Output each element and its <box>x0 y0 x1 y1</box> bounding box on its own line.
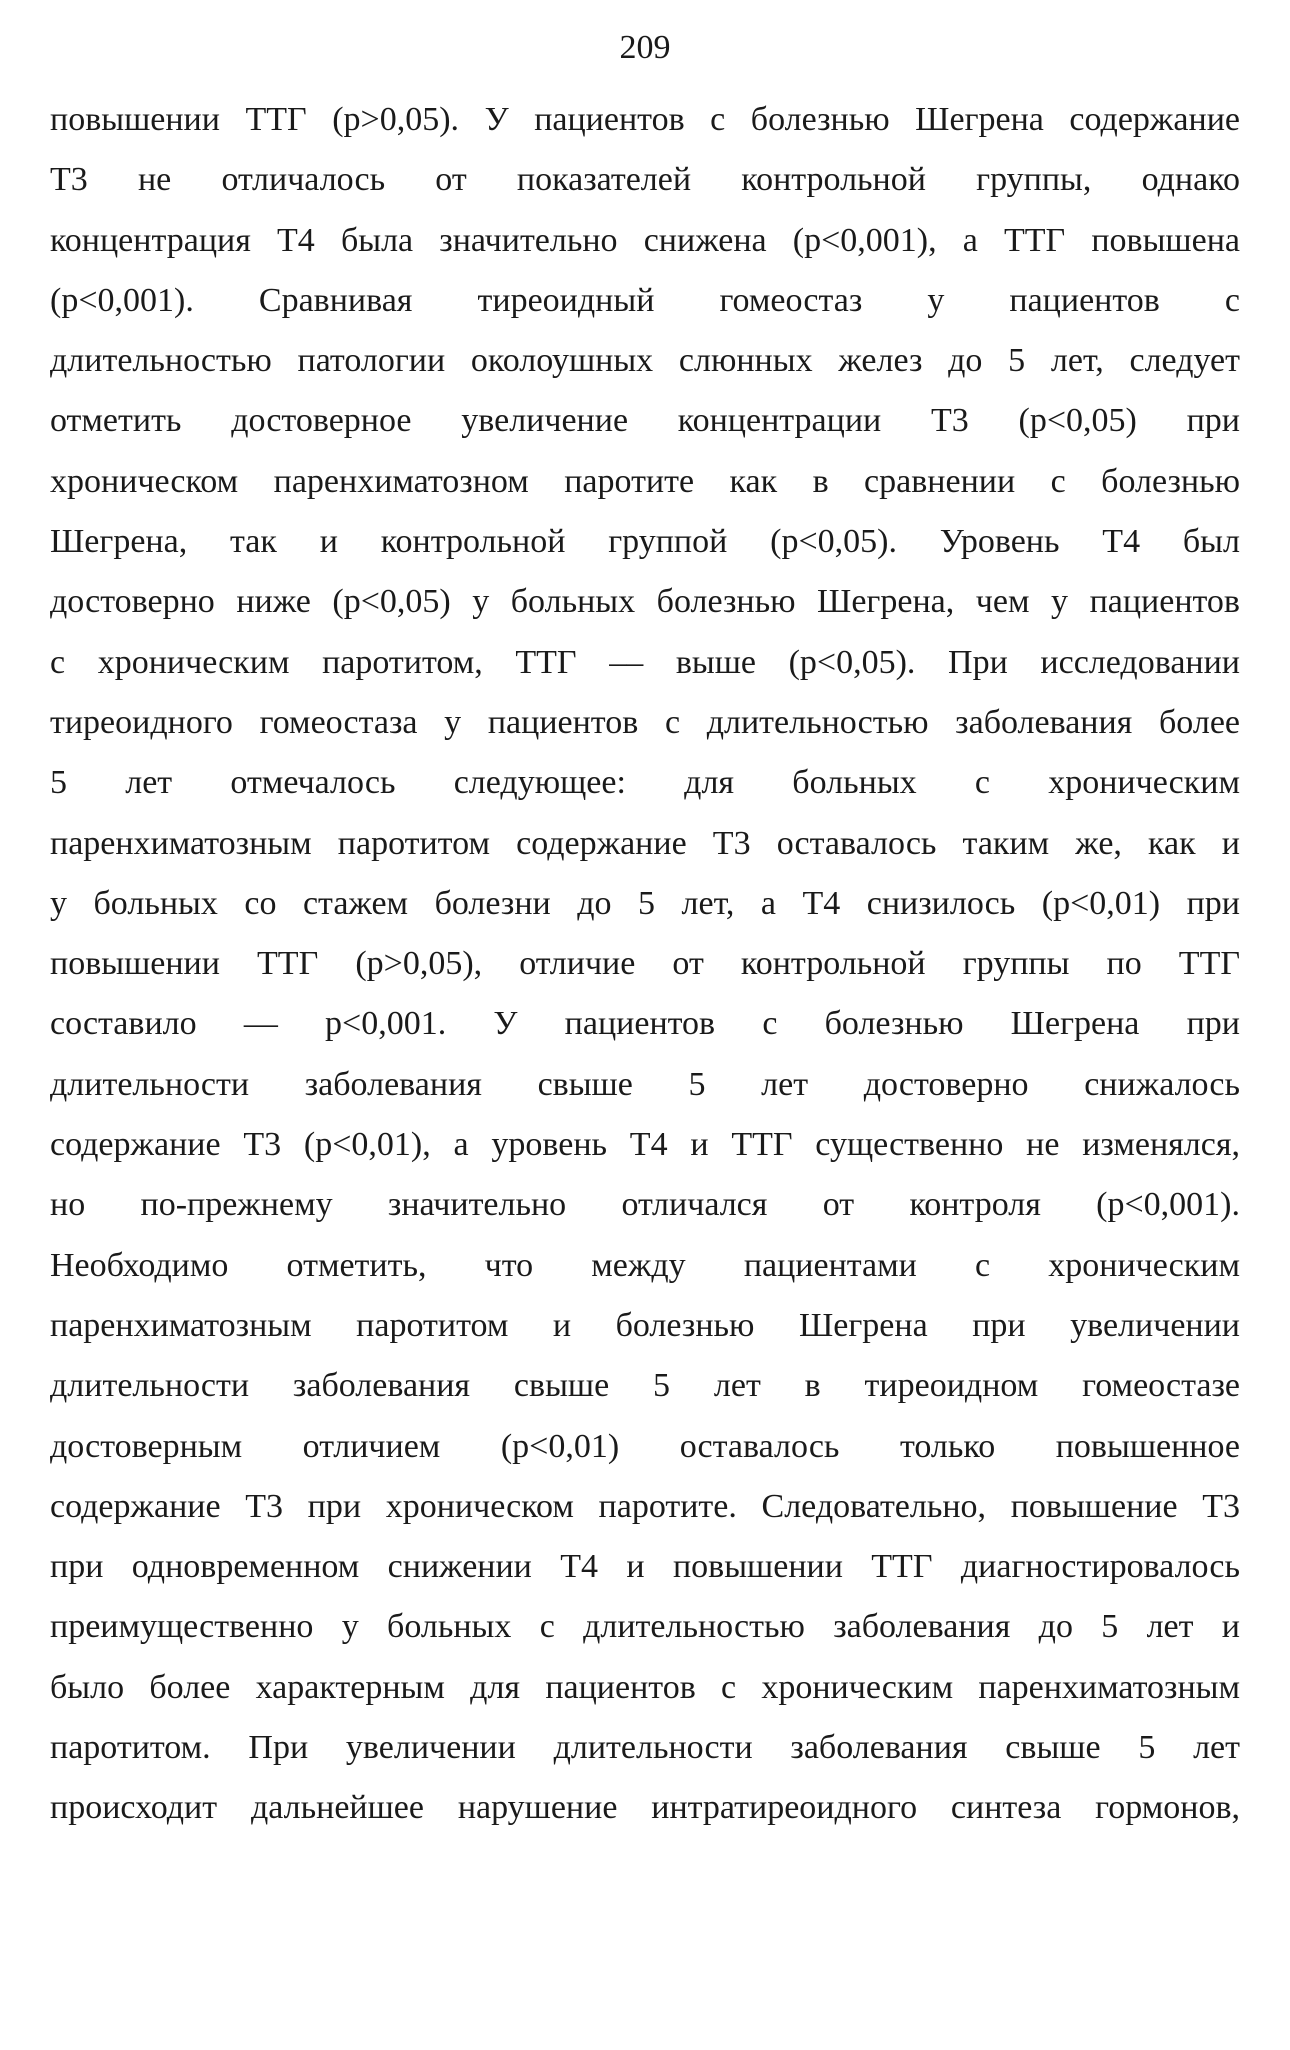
text-line: 5 лет отмечалось следующее: для больных с хроническим <box>50 764 1240 802</box>
text-line: тиреоидного гомеостаза у пациентов с длительностью заболевания более <box>50 703 1240 741</box>
text-line: длительности заболевания свыше 5 лет в тиреоидном гомеостазе <box>50 1367 1240 1405</box>
text-line: паренхиматозным паротитом и болезнью Шегрена при увеличении <box>50 1306 1240 1344</box>
text-line: Необходимо отметить, что между пациентами с хроническим <box>50 1246 1240 1284</box>
text-line: но по-прежнему значительно отличался от контроля (р<0,001). <box>50 1186 1240 1224</box>
text-line: содержание Т3 при хроническом паротите. Следовательно, повышение Т3 <box>50 1487 1240 1525</box>
text-line: паренхиматозным паротитом содержание Т3 оставалось таким же, как и <box>50 824 1240 862</box>
text-line: Шегрена, так и контрольной группой (р<0,05). Уровень Т4 был <box>50 523 1240 561</box>
text-line: с хроническим паротитом, ТТГ –– выше (р<0,05). При исследовании <box>50 643 1240 681</box>
text-line: происходит дальнейшее нарушение интратиреоидного синтеза гормонов, <box>50 1789 1240 1827</box>
body-text <box>50 100 1240 1849</box>
text-line: достоверно ниже (р<0,05) у больных болезнью Шегрена, чем у пациентов <box>50 583 1240 621</box>
text-line: концентрация Т4 была значительно снижена (р<0,001), а ТТГ повышена <box>50 221 1240 259</box>
text-line: составило — р<0,001. У пациентов с болезнью Шегрена при <box>50 1005 1240 1043</box>
page-number: 209 <box>619 29 671 66</box>
text-line: Т3 не отличалось от показателей контрольной группы, однако <box>50 161 1240 199</box>
text-line: у больных со стажем болезни до 5 лет, а Т4 снизилось (р<0,01) при <box>50 884 1240 922</box>
text-line: хроническом паренхиматозном паротите как в сравнении с болезнью <box>50 462 1240 500</box>
text-line: длительности заболевания свыше 5 лет достоверно снижалось <box>50 1065 1240 1103</box>
text-line: (р<0,001). Сравнивая тиреоидный гомеостаз у пациентов с <box>50 281 1240 319</box>
text-line: длительностью патологии околоушных слюнных желез до 5 лет, следует <box>50 342 1240 380</box>
text-line: содержание Т3 (р<0,01), а уровень Т4 и ТТГ существенно не изменялся, <box>50 1126 1240 1164</box>
text-line: было более характерным для пациентов с хроническим паренхиматозным <box>50 1668 1240 1706</box>
text-line: достоверным отличием (р<0,01) оставалось только повышенное <box>50 1427 1240 1465</box>
text-line: паротитом. При увеличении длительности заболевания свыше 5 лет <box>50 1729 1240 1767</box>
text-line: отметить достоверное увеличение концентрации Т3 (р<0,05) при <box>50 402 1240 440</box>
text-line: преимущественно у больных с длительностью заболевания до 5 лет и <box>50 1608 1240 1646</box>
text-line: при одновременном снижении Т4 и повышении ТТГ диагностировалось <box>50 1548 1240 1586</box>
text-line: повышении ТТГ (р>0,05). У пациентов с болезнью Шегрена содержание <box>50 101 1240 138</box>
text-line: повышении ТТГ (р>0,05), отличие от контрольной группы по ТТГ <box>50 945 1240 983</box>
